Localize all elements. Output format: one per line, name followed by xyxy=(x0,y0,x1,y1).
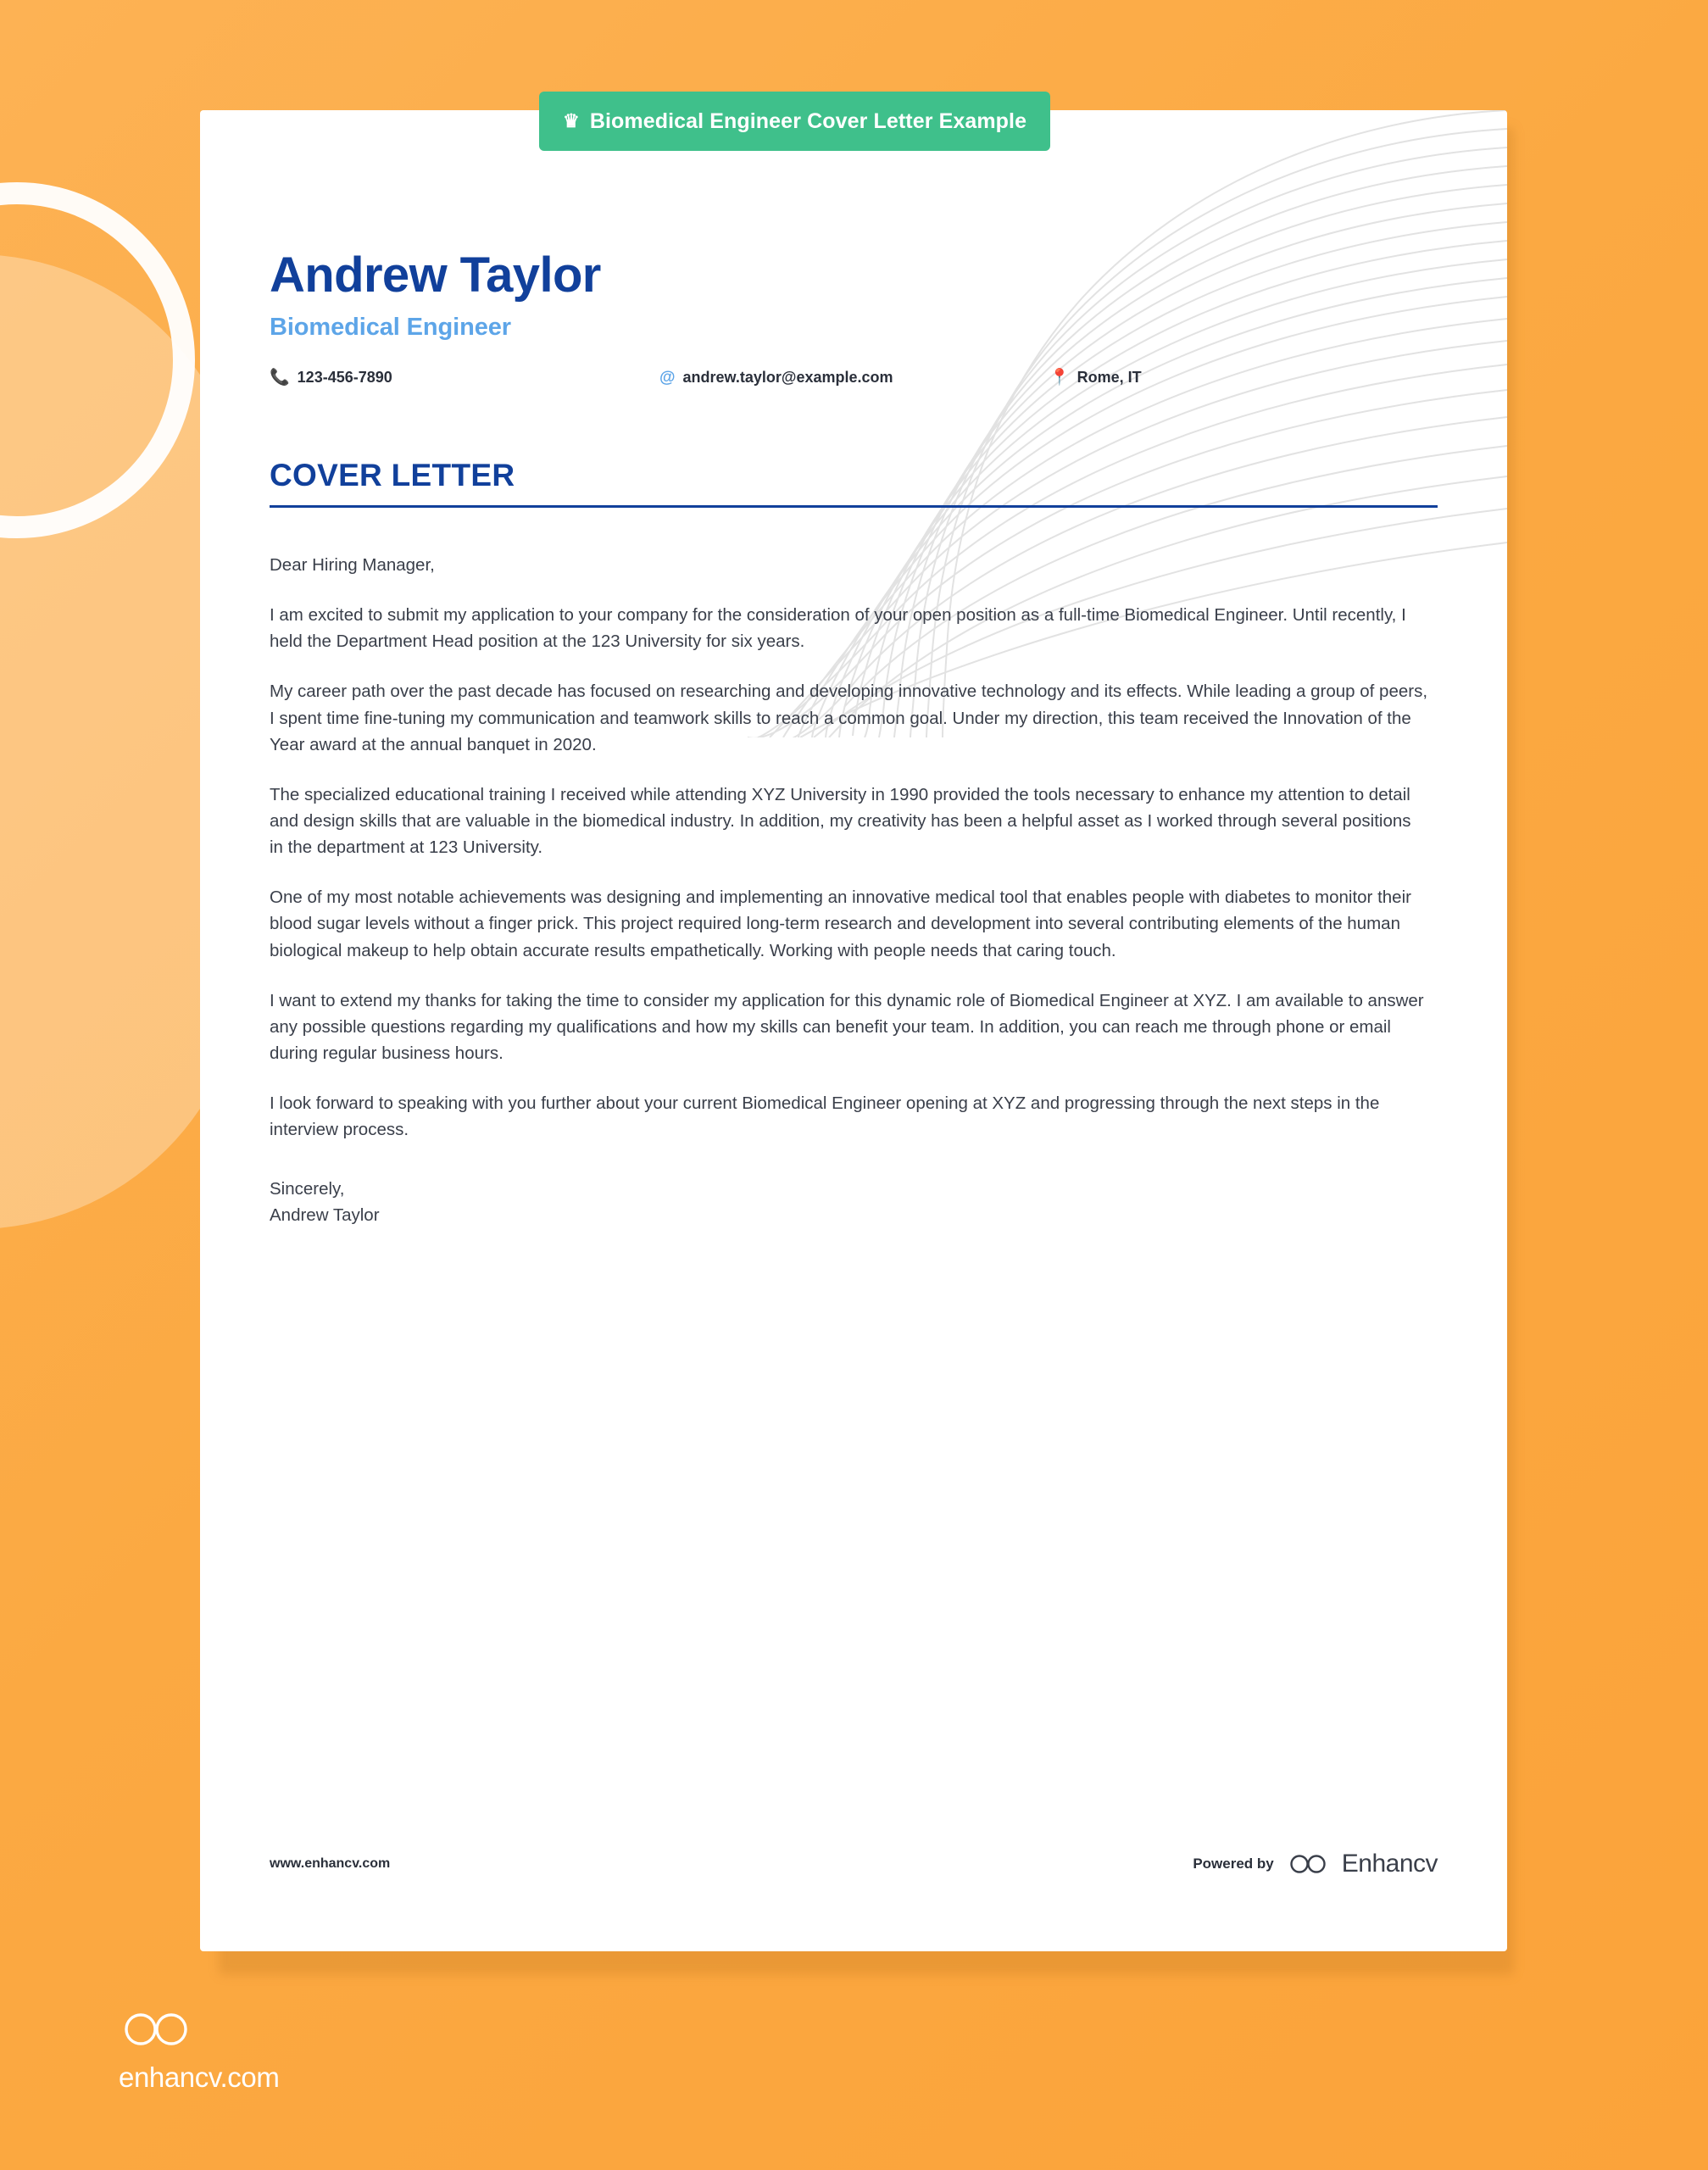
status-badge xyxy=(539,92,1050,151)
contact-email[interactable] xyxy=(659,369,1049,387)
document-footer xyxy=(270,1850,1438,1878)
status-badge-label: Biomedical Engineer Cover Letter Example xyxy=(589,108,1027,133)
cover-letter-document xyxy=(200,110,1507,1951)
letter-paragraph: I look forward to speaking with you further about your current Biomedical Engineer opening at XYZ and progressing through the next steps in the interview process. xyxy=(270,1093,1380,1140)
powered-by-label: Powered by xyxy=(1193,1856,1274,1872)
section-divider xyxy=(270,505,1438,508)
phone-icon: 📞 xyxy=(270,368,290,387)
letter-signature: Andrew Taylor xyxy=(270,1205,380,1225)
enhancv-logo xyxy=(1288,1850,1438,1878)
enhancv-wordmark: Enhancv xyxy=(1341,1850,1438,1878)
contact-location-value: Rome, IT xyxy=(1077,368,1142,386)
job-title: Biomedical Engineer xyxy=(270,313,511,341)
powered-by-block xyxy=(1193,1850,1438,1878)
letter-salutation: Dear Hiring Manager, xyxy=(270,554,435,575)
site-brand xyxy=(119,2007,279,2094)
page-title: Andrew Taylor xyxy=(270,248,601,303)
contact-row xyxy=(270,369,1438,387)
email-icon: @ xyxy=(659,368,676,387)
letter-paragraph: The specialized educational training I received while attending XYZ University in 1990 provided the tools necessary to enhance my attention to detail and design skills that are valuable in the biomedical industry. In addition, my creativity has been a helpful asset as I worked through several positions in the department at 123 University. xyxy=(270,784,1411,858)
enhancv-infinity-logo-icon xyxy=(1288,1851,1332,1877)
letter-signoff xyxy=(270,1176,1438,1228)
letter-paragraph: One of my most notable achievements was designing and implementing an innovative medical tool that enables people with diabetes to monitor their blood sugar levels without a finger prick. This project required long-term research and development into several contributing elements of the human biological makeup to help obtain accurate results empathetically. Working with people needs that caring touch. xyxy=(270,887,1411,960)
letter-body xyxy=(270,552,1429,1143)
footer-website[interactable]: www.enhancv.com xyxy=(270,1856,391,1871)
crown-icon: ♛ xyxy=(563,110,580,131)
letter-paragraph: I want to extend my thanks for taking the time to consider my application for this dynamic role of Biomedical Engineer at XYZ. I am available to answer any possible questions regarding my qualifications and how my skills can benefit your team. In addition, you can reach me through phone or email during regular business hours. xyxy=(270,990,1424,1064)
contact-phone-value: 123-456-7890 xyxy=(297,368,392,386)
site-brand-name: enhancv.com xyxy=(119,2062,280,2093)
enhancv-infinity-logo-icon xyxy=(119,2007,200,2051)
contact-phone[interactable] xyxy=(270,369,659,387)
contact-email-value: andrew.taylor@example.com xyxy=(682,368,893,386)
letter-paragraph: I am excited to submit my application to your company for the consideration of your open position as a full-time Biomedical Engineer. Until recently, I held the Department Head position at the 123 University for six years. xyxy=(270,605,1406,652)
section-title: COVER LETTER xyxy=(270,457,515,492)
letter-closing: Sincerely, xyxy=(270,1178,345,1199)
location-pin-icon: 📍 xyxy=(1049,368,1070,387)
letter-paragraph: My career path over the past decade has focused on researching and developing innovative technology and its effects. While leading a group of peers, I spent time fine-tuning my communication and teamwork skills to reach a common goal. Under my direction, this team received the Innovation of the Year award at the annual banquet in 2020. xyxy=(270,682,1428,754)
contact-location xyxy=(1049,369,1142,387)
